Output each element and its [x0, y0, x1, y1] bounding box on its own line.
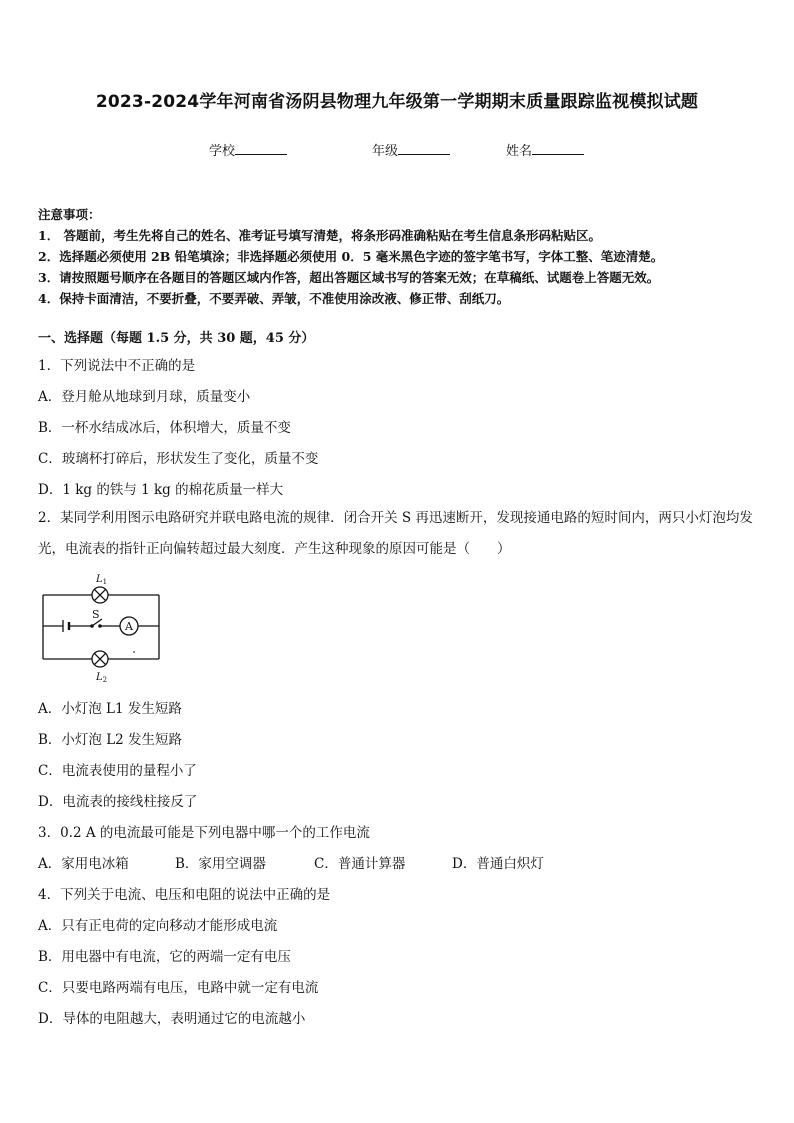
- note-item: 3．请按照题号顺序在各题目的答题区域内作答，超出答题区域书写的答案无效；在草稿纸、试题卷上答题无效。: [38, 270, 660, 285]
- option-c: C．玻璃杯打碎后，形状发生了变化，质量不变: [38, 451, 319, 467]
- diagram-dot: [133, 651, 135, 653]
- notes-heading: 注意事项：: [38, 207, 101, 222]
- option-b: B．一杯水结成冰后，体积增大，质量不变: [38, 420, 291, 436]
- lamp-l2-label: $L_2$: [96, 672, 108, 684]
- name-label: 姓名: [506, 144, 533, 159]
- switch-label: S: [92, 608, 100, 621]
- option-d: D．普通白炽灯: [452, 856, 544, 872]
- section-heading: 一、选择题（每题 1.5 分，共 30 题，45 分）: [38, 331, 315, 346]
- circuit-diagram: [38, 570, 168, 685]
- grade-blank: [398, 142, 450, 155]
- option-d: D．1 kg 的铁与 1 kg 的棉花质量一样大: [38, 482, 284, 498]
- name-blank: [532, 142, 584, 155]
- ammeter-label: A: [125, 620, 133, 633]
- lamp-l1-symbol: [92, 587, 108, 603]
- exam-title: 2023-2024学年河南省汤阴县物理九年级第一学期期末质量跟踪监视模拟试题: [95, 92, 699, 112]
- question-stem: 1．下列说法中不正确的是: [38, 358, 196, 374]
- note-item: 4．保持卡面清洁，不要折叠，不要弄破、弄皱，不准使用涂改液、修正带、刮纸刀。: [38, 291, 510, 306]
- option-c: C．只要电路两端有电压，电路中就一定有电流: [38, 980, 319, 996]
- option-d: D．导体的电阻越大，表明通过它的电流越小: [38, 1011, 306, 1027]
- option-b: B．家用空调器: [175, 856, 266, 872]
- notes-block: [38, 204, 663, 309]
- option-a: A．家用电冰箱: [38, 856, 129, 872]
- note-item: 2．选择题必须使用 2B 铅笔填涂；非选择题必须使用 0．5 毫米黑色字迹的签字笔书写，字体工整、笔迹清楚。: [38, 249, 664, 264]
- note-item: 1． 答题前，考生先将自己的姓名、准考证号填写清楚，将条形码准确粘贴在考生信息条形码粘贴区。: [38, 228, 602, 243]
- option-b: B．小灯泡 L2 发生短路: [38, 732, 183, 748]
- grade-field: [372, 140, 450, 159]
- school-label: 学校: [209, 144, 236, 159]
- option-c: C．普通计算器: [314, 856, 406, 872]
- school-field: [209, 140, 287, 159]
- option-a: A．登月舱从地球到月球，质量变小: [38, 389, 251, 405]
- option-b: B．用电器中有电流，它的两端一定有电压: [38, 949, 291, 965]
- option-d: D．电流表的接线柱接反了: [38, 794, 198, 810]
- question-stem: 2．某同学利用图示电路研究并联电路电流的规律．闭合开关 S 再迅速断开，发现接通电路的短时间内，两只小灯泡均发光，电流表的指针正向偏转超过最大刻度．产生这种现象的原因可能是（ ）: [38, 510, 753, 557]
- question-stem: 3．0.2 A 的电流最可能是下列电器中哪一个的工作电流: [38, 825, 370, 841]
- grade-label: 年级: [372, 144, 399, 159]
- option-a: A．只有正电荷的定向移动才能形成电流: [38, 918, 278, 934]
- option-a: A．小灯泡 L1 发生短路: [38, 701, 182, 717]
- option-c: C．电流表使用的量程小了: [38, 763, 197, 779]
- name-field: [506, 140, 584, 159]
- battery-symbol: [63, 620, 69, 632]
- school-blank: [235, 142, 287, 155]
- lamp-l2-symbol: [92, 651, 108, 667]
- question-stem: 4．下列关于电流、电压和电阻的说法中正确的是: [38, 887, 331, 903]
- lamp-l1-label: $L_1$: [96, 574, 108, 586]
